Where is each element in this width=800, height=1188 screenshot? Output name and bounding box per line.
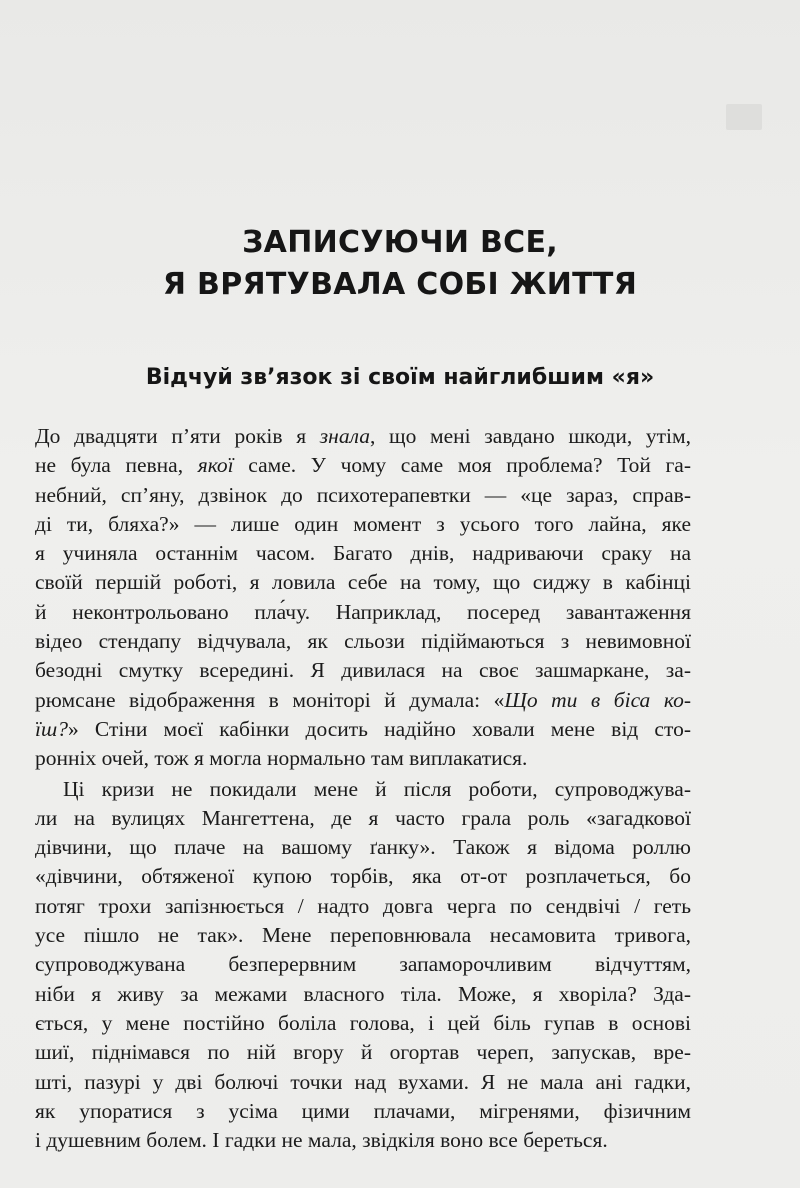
paragraph (35, 422, 691, 774)
paragraph (35, 775, 691, 1156)
text-line (35, 833, 691, 862)
body-text (35, 422, 691, 1155)
text-line (35, 627, 691, 656)
text-segment: «дівчини, обтяженої купою торбів, яка от-от розплачеться, бо (35, 864, 691, 889)
text-segment: усе пішло не так». Мене переповнювала несамовита тривога, (35, 923, 691, 948)
text-line (35, 804, 691, 833)
text-segment: шті, пазурі у дві болючі точки над вухами. Я не мала ані гадки, (35, 1069, 691, 1094)
text-segment: ли на вулицях Мангеттена, де я часто грала роль «загадкової (35, 805, 691, 830)
text-segment: саме. У чому саме моя проблема? Той га- (233, 453, 691, 478)
text-line (35, 510, 691, 539)
text-segment: супроводжувана безперервним запаморочливим відчуттям, (35, 952, 691, 977)
text-segment: шиї, піднімався по ній вгору й огортав череп, запускав, вре- (35, 1040, 691, 1065)
text-segment: ніби я живу за межами власного тіла. Може, я хворіла? Зда- (35, 981, 691, 1006)
text-line (35, 451, 691, 480)
text-line (35, 1038, 691, 1067)
text-line (35, 422, 691, 451)
italic-text: знала (319, 424, 370, 448)
text-line (35, 686, 691, 715)
section-heading: Відчуй зв’язок зі своїм найглибшим «я» (145, 365, 655, 390)
page-edge-marker (726, 104, 762, 130)
text-line (35, 862, 691, 891)
chapter-title-line: ЗАПИСУЮЧИ ВСЕ, (242, 225, 558, 260)
text-segment: ється, у мене постійно боліла голова, і цей біль гупав в основі (35, 1010, 691, 1035)
text-line (35, 950, 691, 979)
text-segment: потяг трохи запізнюється / надто довга черга по сендвічі / геть (35, 893, 691, 918)
text-segment: » Стіни моєї кабінки досить надійно ховали мене від сто- (67, 716, 691, 741)
text-segment: дівчини, що плаче на вашому ґанку». Також я відома роллю (35, 835, 691, 860)
chapter-title (0, 222, 800, 306)
text-line (35, 539, 691, 568)
text-segment: й неконтрольовано пла́чу. Наприклад, посеред завантаження (35, 599, 691, 624)
text-line (35, 775, 691, 804)
chapter-title-line: Я ВРЯТУВАЛА СОБІ ЖИТТЯ (162, 267, 638, 302)
text-line (35, 980, 691, 1009)
text-segment: Ці кризи не покидали мене й після роботи, супроводжува- (63, 776, 691, 801)
text-line (35, 1009, 691, 1038)
text-segment: відео стендапу відчувала, як сльози підіймаються з невимовної (35, 629, 691, 654)
text-line (35, 1126, 691, 1155)
text-segment: безодні смутку всередині. Я дивилася на своє зашмаркане, за- (35, 658, 691, 683)
italic-text: їш? (35, 716, 68, 741)
text-segment: не була певна, (35, 453, 198, 478)
text-segment: своїй першій роботі, я ловила себе на тому, що сиджу в кабінці (35, 570, 691, 595)
text-line (35, 744, 691, 773)
text-line (35, 892, 691, 921)
text-segment: і душевним болем. І гадки не мала, звідкіля воно все береться. (35, 1128, 608, 1153)
text-line (35, 481, 691, 510)
text-segment: ронніх очей, тож я могла нормально там виплакатися. (35, 746, 528, 771)
text-line (35, 715, 691, 744)
text-segment: як упоратися з усіма цими плачами, мігренями, фізичним (35, 1098, 691, 1123)
text-segment: небний, сп’яну, дзвінок до психотерапевтки — «це зараз, справ- (35, 482, 691, 507)
text-segment: рюмсане відображення в моніторі й думала: « (35, 687, 505, 712)
text-segment: До двадцяти п’яти років я (35, 424, 320, 448)
text-line (35, 1068, 691, 1097)
italic-text: Що ти в біса ко- (504, 687, 691, 712)
text-segment: ді ти, бляха?» — лише один момент з усього того лайна, яке (35, 511, 691, 536)
text-line (35, 921, 691, 950)
text-line (35, 598, 691, 627)
text-line (35, 568, 691, 597)
text-line (35, 1097, 691, 1126)
italic-text: якої (197, 453, 234, 478)
text-line (35, 656, 691, 685)
text-segment: , що мені завдано шкоди, утім, (369, 424, 691, 448)
text-segment: я учиняла останнім часом. Багато днів, надриваючи сраку на (35, 541, 691, 566)
